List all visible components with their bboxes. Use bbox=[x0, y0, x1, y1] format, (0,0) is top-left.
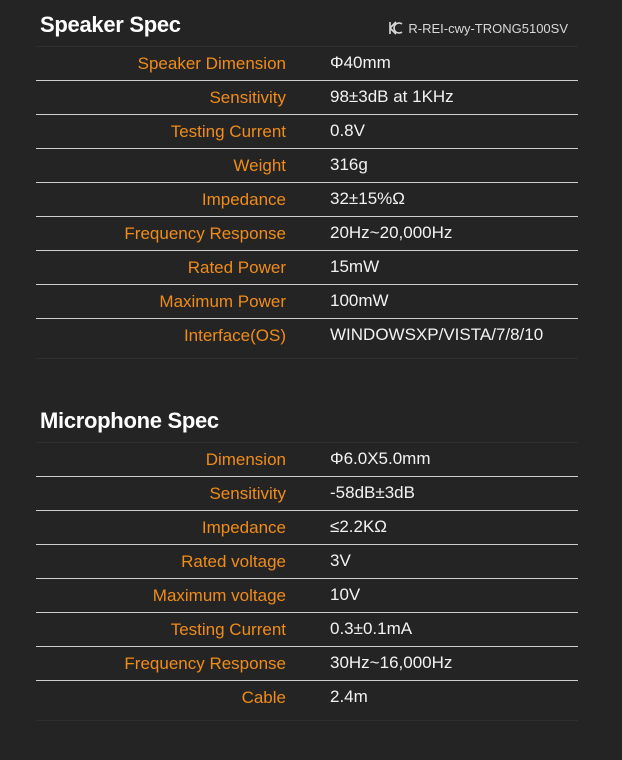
spec-label: Cable bbox=[241, 688, 286, 707]
spec-row bbox=[36, 217, 578, 251]
spec-label: Impedance bbox=[201, 190, 286, 209]
spec-value: 0.8V bbox=[330, 121, 365, 140]
spec-value: 2.4m bbox=[330, 687, 368, 706]
kc-certification-code: R-REI-cwy-TRONG5100SV bbox=[408, 20, 568, 36]
spec-row bbox=[36, 81, 578, 115]
spec-label: Interface(OS) bbox=[183, 326, 286, 345]
spec-row bbox=[36, 251, 578, 285]
spec-value: 100mW bbox=[330, 291, 389, 310]
microphone-spec-title: Microphone Spec bbox=[40, 408, 219, 433]
spec-row bbox=[36, 149, 578, 183]
spec-value: ≤2.2KΩ bbox=[330, 517, 388, 536]
spec-value: 0.3±0.1mA bbox=[330, 619, 413, 638]
speaker-spec-table bbox=[36, 47, 578, 359]
spec-label: Speaker Dimension bbox=[137, 54, 286, 73]
spec-value: 30Hz~16,000Hz bbox=[330, 653, 453, 672]
spec-row bbox=[36, 681, 578, 721]
spec-label: Maximum Power bbox=[159, 292, 286, 311]
speaker-spec-section bbox=[36, 0, 578, 359]
spec-value: 15mW bbox=[330, 257, 380, 276]
microphone-spec-table bbox=[36, 443, 578, 721]
spec-value: Φ6.0X5.0mm bbox=[330, 449, 431, 468]
spec-label: Rated voltage bbox=[181, 552, 286, 571]
kc-certification bbox=[388, 20, 568, 36]
spec-value: Φ40mm bbox=[330, 53, 391, 72]
spec-label: Weight bbox=[233, 156, 286, 175]
spec-row bbox=[36, 511, 578, 545]
spec-label: Impedance bbox=[201, 518, 286, 537]
spec-label: Sensitivity bbox=[209, 484, 286, 503]
microphone-spec-section bbox=[36, 396, 578, 721]
spec-value: 98±3dB at 1KHz bbox=[330, 87, 454, 106]
spec-value: WINDOWSXP/VISTA/7/8/10 bbox=[330, 325, 544, 344]
kc-certification-icon bbox=[388, 20, 404, 36]
spec-value: -58dB±3dB bbox=[330, 483, 415, 502]
spec-row bbox=[36, 115, 578, 149]
spec-row bbox=[36, 285, 578, 319]
spec-row bbox=[36, 183, 578, 217]
spec-value: 20Hz~20,000Hz bbox=[330, 223, 453, 242]
spec-label: Rated Power bbox=[187, 258, 286, 277]
speaker-spec-title: Speaker Spec bbox=[40, 12, 181, 37]
spec-row bbox=[36, 579, 578, 613]
spec-label: Testing Current bbox=[170, 620, 286, 639]
microphone-spec-header bbox=[36, 396, 578, 443]
spec-value: 10V bbox=[330, 585, 361, 604]
spec-label: Testing Current bbox=[170, 122, 286, 141]
spec-value: 316g bbox=[330, 155, 368, 174]
spec-row bbox=[36, 477, 578, 511]
spec-label: Sensitivity bbox=[209, 88, 286, 107]
spec-label: Frequency Response bbox=[124, 224, 286, 243]
spec-row bbox=[36, 647, 578, 681]
spec-value: 3V bbox=[330, 551, 351, 570]
spec-row bbox=[36, 545, 578, 579]
spec-label: Frequency Response bbox=[124, 654, 286, 673]
speaker-spec-header bbox=[36, 0, 578, 47]
spec-value: 32±15%Ω bbox=[330, 189, 405, 208]
spec-label: Maximum voltage bbox=[152, 586, 286, 605]
spec-row bbox=[36, 613, 578, 647]
spec-label: Dimension bbox=[205, 450, 286, 469]
spec-row bbox=[36, 319, 578, 359]
spec-row bbox=[36, 443, 578, 477]
spec-row bbox=[36, 47, 578, 81]
